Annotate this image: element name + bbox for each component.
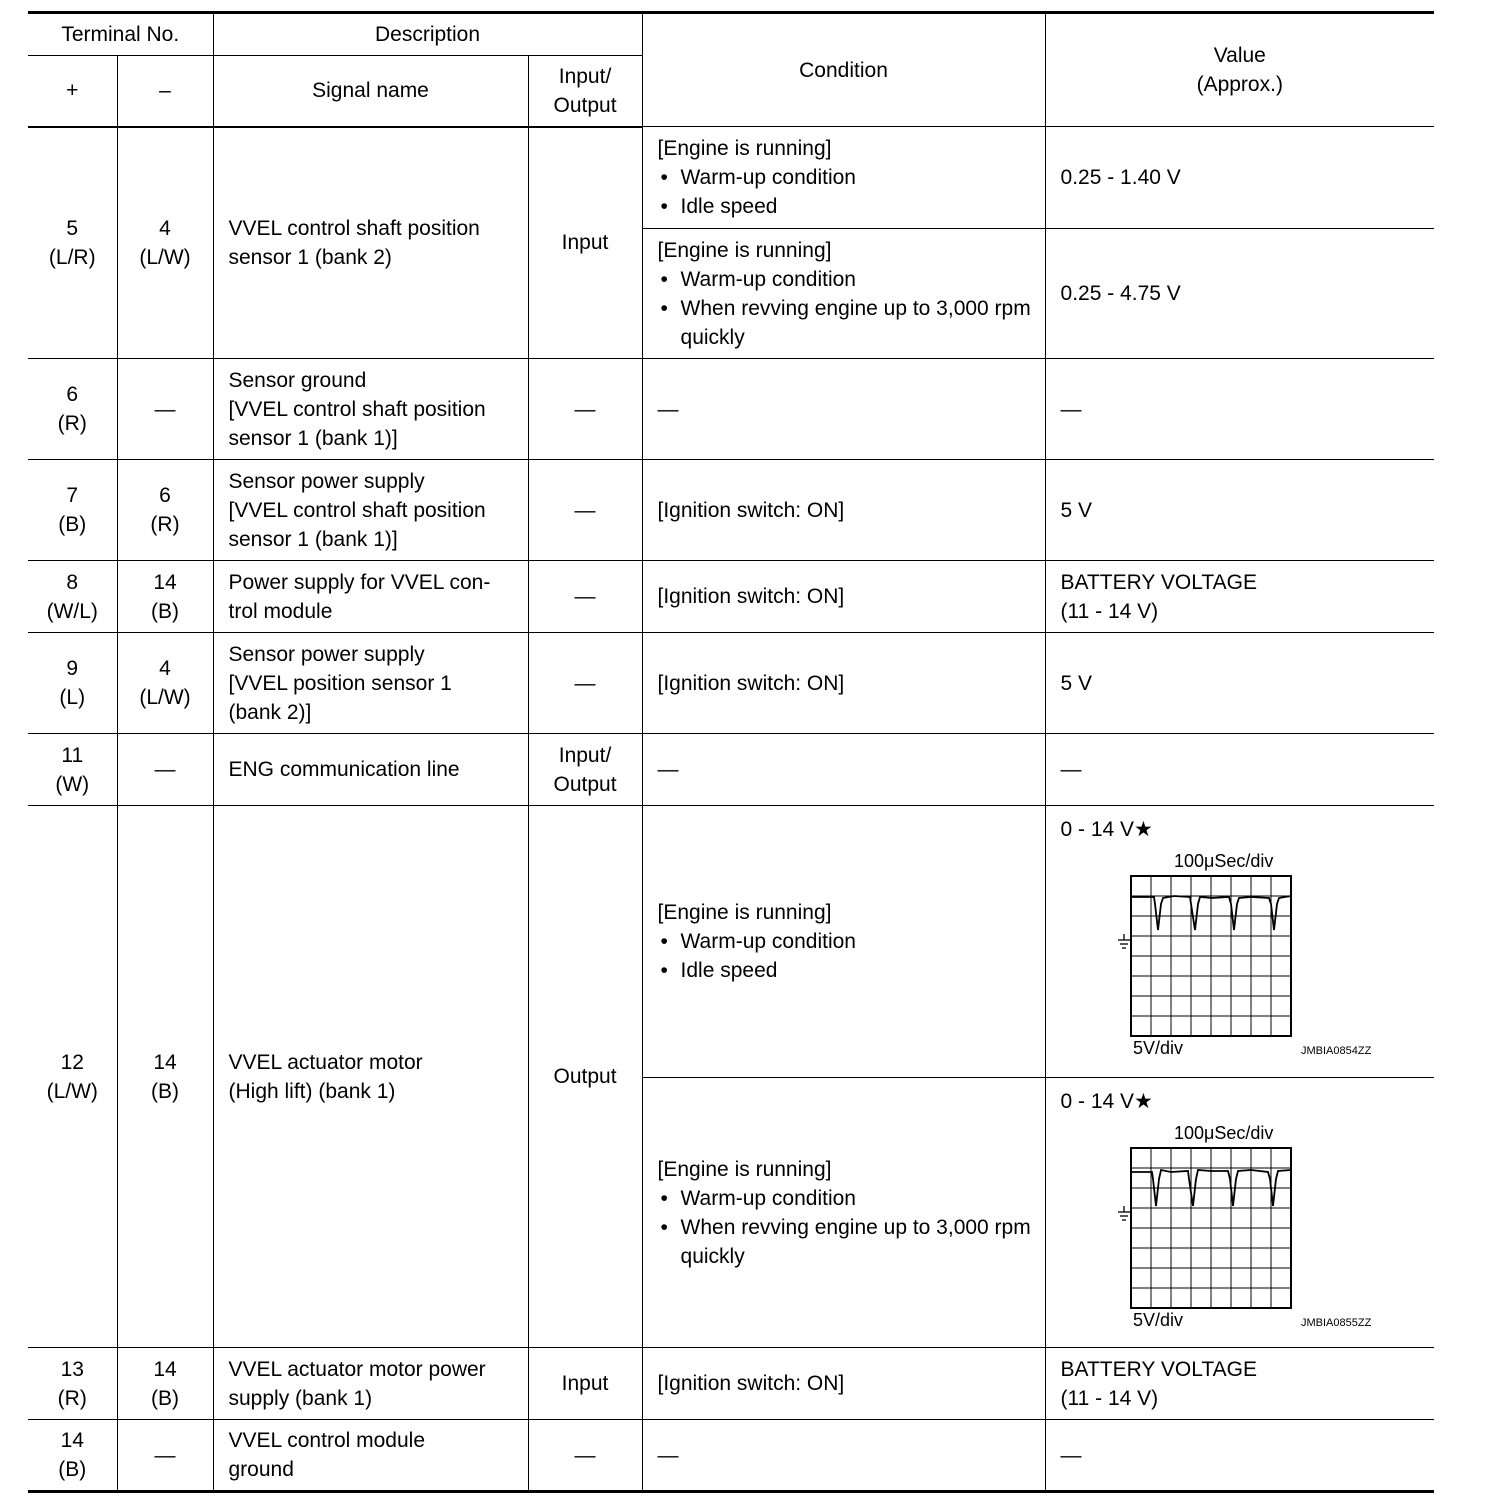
table-row (28, 359, 1434, 460)
input-output: — (528, 1420, 642, 1492)
volts-label: 5V/div (1132, 1038, 1183, 1058)
terminal-plus: 9 (L) (28, 633, 117, 734)
terminal-plus: 5 (L/R) (28, 127, 117, 359)
figure-code: JMBIA0855ZZ (1300, 1317, 1371, 1329)
minus-header: – (117, 56, 213, 127)
value: 0.25 - 4.75 V (1045, 229, 1434, 359)
description-header: Description (213, 13, 642, 56)
terminal-minus: — (117, 734, 213, 806)
signal-name: Sensor power supply [VVEL position sensor 1 (bank 2)] (213, 633, 528, 734)
terminal-plus: 13 (R) (28, 1348, 117, 1420)
value: BATTERY VOLTAGE (11 - 14 V) (1045, 561, 1434, 633)
terminal-minus: 4 (L/W) (117, 633, 213, 734)
signal-name-header: Signal name (213, 56, 528, 127)
terminal-spec-table (28, 11, 1434, 1493)
input-output: — (528, 359, 642, 460)
table-row (28, 806, 1434, 1078)
input-output: Input (528, 1348, 642, 1420)
table-row (28, 633, 1434, 734)
value (1045, 1078, 1434, 1348)
input-output: — (528, 633, 642, 734)
ground-icon (1118, 934, 1130, 948)
input-output: — (528, 460, 642, 561)
table-row (28, 127, 1434, 229)
signal-name: ENG communication line (213, 734, 528, 806)
value (1045, 806, 1434, 1078)
condition: [Ignition switch: ON] (642, 1348, 1045, 1420)
table-row (28, 460, 1434, 561)
terminal-plus: 7 (B) (28, 460, 117, 561)
condition: [Ignition switch: ON] (642, 460, 1045, 561)
terminal-minus: 14 (B) (117, 806, 213, 1348)
condition: [Engine is running] • Warm-up condition • Idle speed (642, 806, 1045, 1078)
terminal-minus: 6 (R) (117, 460, 213, 561)
value: 0.25 - 1.40 V (1045, 127, 1434, 229)
value: — (1045, 359, 1434, 460)
condition-header: Condition (642, 13, 1045, 127)
terminal-no-header: Terminal No. (28, 13, 213, 56)
timebase-label: 100μSec/div (1173, 1124, 1273, 1143)
volts-label: 5V/div (1132, 1310, 1183, 1330)
condition: — (642, 1420, 1045, 1492)
figure-code: JMBIA0854ZZ (1300, 1045, 1371, 1057)
table-row (28, 561, 1434, 633)
signal-name: VVEL actuator motor power supply (bank 1) (213, 1348, 528, 1420)
condition: — (642, 734, 1045, 806)
condition: [Engine is running] • Warm-up condition • When revving engine up to 3,000 rpm quickly (642, 229, 1045, 359)
terminal-minus: 4 (L/W) (117, 127, 213, 359)
input-output: Input (528, 127, 642, 359)
input-output: — (528, 561, 642, 633)
value: 5 V (1045, 633, 1434, 734)
terminal-plus: 11 (W) (28, 734, 117, 806)
condition: [Engine is running] • Warm-up condition • When revving engine up to 3,000 rpm quickly (642, 1078, 1045, 1348)
table-row (28, 734, 1434, 806)
input-output-header: Input/ Output (528, 56, 642, 127)
terminal-minus: 14 (B) (117, 1348, 213, 1420)
oscilloscope-waveform-1 (1116, 852, 1416, 1067)
condition: — (642, 359, 1045, 460)
value: — (1045, 1420, 1434, 1492)
input-output: Input/ Output (528, 734, 642, 806)
value: BATTERY VOLTAGE (11 - 14 V) (1045, 1348, 1434, 1420)
plus-header: + (28, 56, 117, 127)
condition: [Engine is running] • Warm-up condition • Idle speed (642, 127, 1045, 229)
oscilloscope-waveform-2 (1116, 1124, 1416, 1339)
value: — (1045, 734, 1434, 806)
terminal-plus: 14 (B) (28, 1420, 117, 1492)
signal-name: VVEL control module ground (213, 1420, 528, 1492)
value-header: Value (Approx.) (1045, 13, 1434, 127)
terminal-plus: 12 (L/W) (28, 806, 117, 1348)
signal-name: Sensor ground [VVEL control shaft position sensor 1 (bank 1)] (213, 359, 528, 460)
ground-icon (1118, 1206, 1130, 1220)
table-row (28, 1420, 1434, 1492)
terminal-plus: 6 (R) (28, 359, 117, 460)
terminal-minus: 14 (B) (117, 561, 213, 633)
value-text: 0 - 14 V★ (1060, 818, 1153, 841)
condition: [Ignition switch: ON] (642, 561, 1045, 633)
value: 5 V (1045, 460, 1434, 561)
timebase-label: 100μSec/div (1173, 852, 1273, 871)
input-output: Output (528, 806, 642, 1348)
terminal-plus: 8 (W/L) (28, 561, 117, 633)
signal-name: Sensor power supply [VVEL control shaft position sensor 1 (bank 1)] (213, 460, 528, 561)
table-row (28, 1348, 1434, 1420)
signal-name: VVEL actuator motor (High lift) (bank 1) (213, 806, 528, 1348)
condition: [Ignition switch: ON] (642, 633, 1045, 734)
terminal-minus: — (117, 1420, 213, 1492)
value-text: 0 - 14 V★ (1060, 1090, 1153, 1113)
terminal-minus: — (117, 359, 213, 460)
signal-name: VVEL control shaft position sensor 1 (bank 2) (213, 127, 528, 359)
signal-name: Power supply for VVEL con- trol module (213, 561, 528, 633)
